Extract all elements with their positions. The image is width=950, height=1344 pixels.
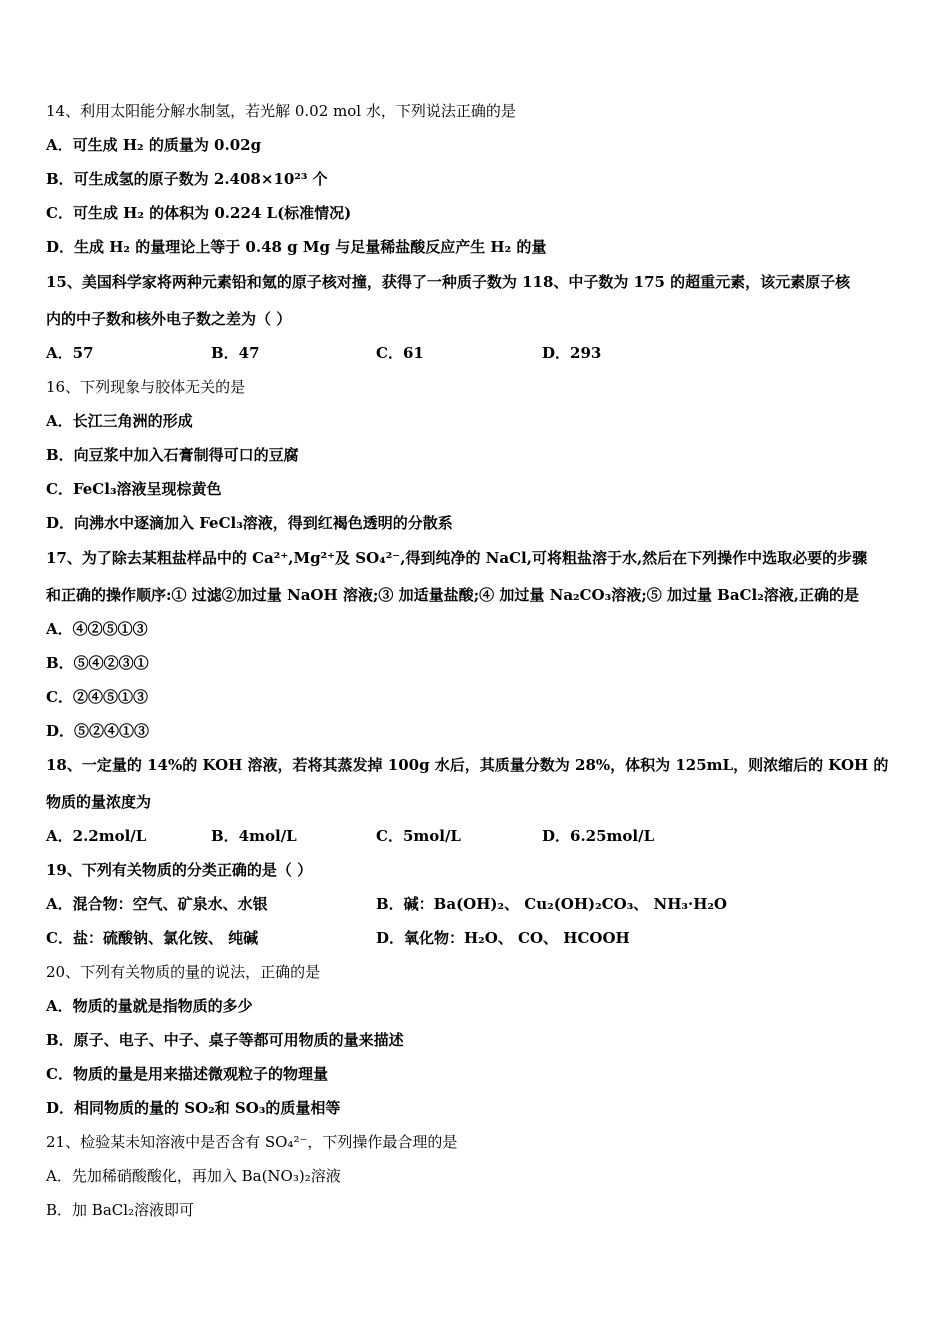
question-16-option-b: B．向豆浆中加入石膏制得可口的豆腐 [46, 446, 299, 464]
question-16-option-d: D．向沸水中逐滴加入 FeCl₃溶液，得到红褐色透明的分散系 [46, 514, 453, 532]
question-15-option-d: D．293 [542, 344, 602, 362]
question-20-option-b: B．原子、电子、中子、桌子等都可用物质的量来描述 [46, 1031, 404, 1049]
question-18-option-b: B．4mol/L [211, 827, 297, 845]
question-17-option-a: A．④②⑤①③ [46, 620, 148, 638]
question-20-stem: 20、下列有关物质的量的说法，正确的是 [46, 963, 321, 981]
question-18-stem-line1: 18、一定量的 14%的 KOH 溶液，若将其蒸发掉 100g 水后，其质量分数为 28%，体积为 125mL，则浓缩后的 KOH 的 [46, 756, 889, 774]
question-21-option-b: B．加 BaCl₂溶液即可 [46, 1201, 195, 1219]
question-19-option-d: D．氧化物：H₂O、 CO、 HCOOH [376, 929, 630, 947]
question-15-option-c: C．61 [376, 344, 424, 362]
question-19-option-b: B．碱：Ba(OH)₂、 Cu₂(OH)₂CO₃、 NH₃·H₂O [376, 895, 727, 913]
question-15-stem-line2: 内的中子数和核外电子数之差为（ ） [46, 310, 292, 328]
question-20-option-a: A．物质的量就是指物质的多少 [46, 997, 253, 1015]
question-14-option-a: A．可生成 H₂ 的质量为 0.02g [46, 136, 262, 154]
question-17-option-c: C．②④⑤①③ [46, 688, 148, 706]
question-14-option-c: C．可生成 H₂ 的体积为 0.224 L(标准情况) [46, 204, 352, 222]
question-16-option-a: A．长江三角洲的形成 [46, 412, 193, 430]
question-17-option-d: D．⑤②④①③ [46, 722, 150, 740]
question-18-option-d: D．6.25mol/L [542, 827, 655, 845]
question-20-option-c: C．物质的量是用来描述微观粒子的物理量 [46, 1065, 328, 1083]
question-17-stem-line2: 和正确的操作顺序:① 过滤②加过量 NaOH 溶液;③ 加适量盐酸;④ 加过量 Na₂CO₃溶液;⑤ 加过量 BaCl₂溶液,正确的是 [46, 586, 859, 604]
question-19-stem: 19、下列有关物质的分类正确的是（ ） [46, 861, 313, 879]
question-21-stem: 21、检验某未知溶液中是否含有 SO₄²⁻，下列操作最合理的是 [46, 1133, 458, 1151]
question-19-option-c: C．盐：硫酸钠、氯化铵、 纯碱 [46, 929, 259, 947]
question-14-option-d: D．生成 H₂ 的量理论上等于 0.48 g Mg 与足量稀盐酸反应产生 H₂ 的量 [46, 238, 547, 256]
question-17-option-b: B．⑤④②③① [46, 654, 149, 672]
question-17-stem-line1: 17、为了除去某粗盐样品中的 Ca²⁺,Mg²⁺及 SO₄²⁻,得到纯净的 NaCl,可将粗盐溶于水,然后在下列操作中选取必要的步骤 [46, 549, 868, 567]
question-20-option-d: D．相同物质的量的 SO₂和 SO₃的质量相等 [46, 1099, 341, 1117]
question-16-option-c: C．FeCl₃溶液呈现棕黄色 [46, 480, 222, 498]
question-14-option-b: B．可生成氢的原子数为 2.408×10²³ 个 [46, 170, 328, 188]
question-16-stem: 16、下列现象与胶体无关的是 [46, 378, 246, 396]
question-15-option-b: B．47 [211, 344, 260, 362]
question-15-stem-line1: 15、美国科学家将两种元素铅和氪的原子核对撞，获得了一种质子数为 118、中子数为 175 的超重元素，该元素原子核 [46, 273, 851, 291]
question-15-option-a: A．57 [46, 344, 94, 362]
question-19-option-a: A．混合物：空气、矿泉水、水银 [46, 895, 268, 913]
question-18-stem-line2: 物质的量浓度为 [46, 793, 152, 811]
question-21-option-a: A．先加稀硝酸酸化，再加入 Ba(NO₃)₂溶液 [46, 1167, 341, 1185]
question-18-option-a: A．2.2mol/L [46, 827, 147, 845]
question-18-option-c: C．5mol/L [376, 827, 461, 845]
question-14-stem: 14、利用太阳能分解水制氢，若光解 0.02 mol 水，下列说法正确的是 [46, 102, 516, 120]
